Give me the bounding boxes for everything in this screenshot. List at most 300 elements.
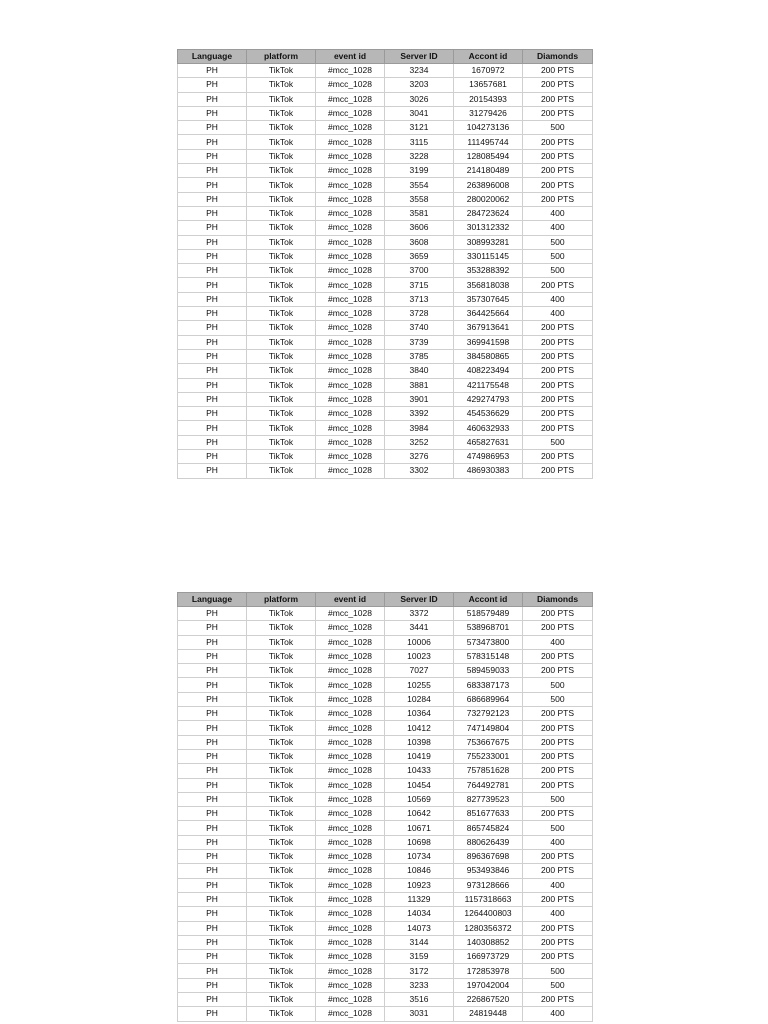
cell-language: PH xyxy=(178,278,247,292)
cell-server-id: 3233 xyxy=(385,978,454,992)
header-event-id: event id xyxy=(316,50,385,64)
cell-event-id: #mcc_1028 xyxy=(316,192,385,206)
table-row xyxy=(178,407,593,421)
cell-language: PH xyxy=(178,950,247,964)
cell-server-id: 10642 xyxy=(385,807,454,821)
cell-account-id: 578315148 xyxy=(454,649,523,663)
cell-platform: TikTok xyxy=(247,921,316,935)
cell-server-id: 3554 xyxy=(385,178,454,192)
table-row xyxy=(178,307,593,321)
table-row xyxy=(178,621,593,635)
table-row xyxy=(178,92,593,106)
cell-account-id: 214180489 xyxy=(454,164,523,178)
cell-event-id: #mcc_1028 xyxy=(316,950,385,964)
table-row xyxy=(178,692,593,706)
cell-diamonds: 200 PTS xyxy=(523,450,593,464)
cell-account-id: 747149804 xyxy=(454,721,523,735)
cell-language: PH xyxy=(178,907,247,921)
cell-platform: TikTok xyxy=(247,378,316,392)
cell-server-id: 10923 xyxy=(385,878,454,892)
cell-event-id: #mcc_1028 xyxy=(316,221,385,235)
data-table-2 xyxy=(177,592,593,1022)
cell-diamonds: 400 xyxy=(523,206,593,220)
cell-platform: TikTok xyxy=(247,649,316,663)
cell-diamonds: 500 xyxy=(523,264,593,278)
cell-event-id: #mcc_1028 xyxy=(316,206,385,220)
cell-event-id: #mcc_1028 xyxy=(316,993,385,1007)
cell-language: PH xyxy=(178,749,247,763)
cell-diamonds: 500 xyxy=(523,978,593,992)
cell-language: PH xyxy=(178,721,247,735)
cell-diamonds: 200 PTS xyxy=(523,464,593,478)
table-row xyxy=(178,278,593,292)
cell-diamonds: 400 xyxy=(523,635,593,649)
cell-account-id: 1670972 xyxy=(454,64,523,78)
cell-platform: TikTok xyxy=(247,64,316,78)
cell-account-id: 421175548 xyxy=(454,378,523,392)
cell-diamonds: 200 PTS xyxy=(523,349,593,363)
cell-diamonds: 200 PTS xyxy=(523,807,593,821)
table-row xyxy=(178,1007,593,1021)
cell-event-id: #mcc_1028 xyxy=(316,964,385,978)
cell-language: PH xyxy=(178,121,247,135)
cell-diamonds: 200 PTS xyxy=(523,378,593,392)
table-row xyxy=(178,792,593,806)
cell-diamonds: 400 xyxy=(523,907,593,921)
table-row xyxy=(178,635,593,649)
cell-account-id: 465827631 xyxy=(454,435,523,449)
cell-platform: TikTok xyxy=(247,164,316,178)
cell-language: PH xyxy=(178,206,247,220)
cell-diamonds: 200 PTS xyxy=(523,192,593,206)
cell-platform: TikTok xyxy=(247,978,316,992)
cell-diamonds: 200 PTS xyxy=(523,106,593,120)
cell-language: PH xyxy=(178,850,247,864)
cell-language: PH xyxy=(178,764,247,778)
cell-diamonds: 200 PTS xyxy=(523,621,593,635)
cell-account-id: 369941598 xyxy=(454,335,523,349)
cell-event-id: #mcc_1028 xyxy=(316,249,385,263)
cell-account-id: 356818038 xyxy=(454,278,523,292)
cell-account-id: 353288392 xyxy=(454,264,523,278)
cell-server-id: 10433 xyxy=(385,764,454,778)
header-language: Language xyxy=(178,593,247,607)
cell-platform: TikTok xyxy=(247,464,316,478)
cell-event-id: #mcc_1028 xyxy=(316,892,385,906)
cell-platform: TikTok xyxy=(247,149,316,163)
cell-server-id: 14034 xyxy=(385,907,454,921)
table-body xyxy=(178,607,593,1022)
cell-event-id: #mcc_1028 xyxy=(316,678,385,692)
table-header xyxy=(178,593,593,607)
cell-platform: TikTok xyxy=(247,292,316,306)
cell-language: PH xyxy=(178,807,247,821)
cell-diamonds: 200 PTS xyxy=(523,321,593,335)
cell-server-id: 10698 xyxy=(385,835,454,849)
cell-account-id: 104273136 xyxy=(454,121,523,135)
table-row xyxy=(178,935,593,949)
table-row xyxy=(178,921,593,935)
cell-diamonds: 200 PTS xyxy=(523,407,593,421)
cell-event-id: #mcc_1028 xyxy=(316,978,385,992)
cell-event-id: #mcc_1028 xyxy=(316,664,385,678)
cell-event-id: #mcc_1028 xyxy=(316,935,385,949)
cell-language: PH xyxy=(178,249,247,263)
cell-platform: TikTok xyxy=(247,435,316,449)
cell-platform: TikTok xyxy=(247,950,316,964)
cell-platform: TikTok xyxy=(247,235,316,249)
cell-account-id: 197042004 xyxy=(454,978,523,992)
cell-server-id: 3984 xyxy=(385,421,454,435)
cell-platform: TikTok xyxy=(247,835,316,849)
cell-event-id: #mcc_1028 xyxy=(316,335,385,349)
cell-account-id: 851677633 xyxy=(454,807,523,821)
data-table-1 xyxy=(177,49,593,479)
table-row xyxy=(178,135,593,149)
cell-event-id: #mcc_1028 xyxy=(316,735,385,749)
table-row xyxy=(178,678,593,692)
cell-diamonds: 500 xyxy=(523,121,593,135)
cell-event-id: #mcc_1028 xyxy=(316,921,385,935)
cell-event-id: #mcc_1028 xyxy=(316,721,385,735)
cell-language: PH xyxy=(178,221,247,235)
cell-account-id: 1264400803 xyxy=(454,907,523,921)
cell-diamonds: 500 xyxy=(523,792,593,806)
cell-language: PH xyxy=(178,135,247,149)
cell-account-id: 753667675 xyxy=(454,735,523,749)
cell-account-id: 460632933 xyxy=(454,421,523,435)
table-row xyxy=(178,907,593,921)
cell-language: PH xyxy=(178,149,247,163)
cell-event-id: #mcc_1028 xyxy=(316,850,385,864)
cell-account-id: 1157318663 xyxy=(454,892,523,906)
cell-platform: TikTok xyxy=(247,206,316,220)
cell-server-id: 3199 xyxy=(385,164,454,178)
cell-server-id: 3041 xyxy=(385,106,454,120)
cell-account-id: 827739523 xyxy=(454,792,523,806)
cell-diamonds: 200 PTS xyxy=(523,950,593,964)
cell-server-id: 10454 xyxy=(385,778,454,792)
cell-diamonds: 500 xyxy=(523,821,593,835)
cell-diamonds: 400 xyxy=(523,292,593,306)
cell-account-id: 384580865 xyxy=(454,349,523,363)
cell-platform: TikTok xyxy=(247,964,316,978)
cell-server-id: 11329 xyxy=(385,892,454,906)
cell-account-id: 953493846 xyxy=(454,864,523,878)
cell-platform: TikTok xyxy=(247,392,316,406)
table-row xyxy=(178,421,593,435)
cell-server-id: 3115 xyxy=(385,135,454,149)
cell-event-id: #mcc_1028 xyxy=(316,92,385,106)
cell-account-id: 140308852 xyxy=(454,935,523,949)
cell-diamonds: 200 PTS xyxy=(523,707,593,721)
cell-language: PH xyxy=(178,935,247,949)
cell-platform: TikTok xyxy=(247,764,316,778)
cell-event-id: #mcc_1028 xyxy=(316,1007,385,1021)
table-header xyxy=(178,50,593,64)
cell-language: PH xyxy=(178,892,247,906)
cell-event-id: #mcc_1028 xyxy=(316,792,385,806)
cell-server-id: 3026 xyxy=(385,92,454,106)
cell-account-id: 757851628 xyxy=(454,764,523,778)
table-row xyxy=(178,464,593,478)
cell-language: PH xyxy=(178,635,247,649)
header-diamonds: Diamonds xyxy=(523,593,593,607)
table-row xyxy=(178,149,593,163)
table-row xyxy=(178,349,593,363)
cell-server-id: 10671 xyxy=(385,821,454,835)
cell-diamonds: 500 xyxy=(523,964,593,978)
cell-server-id: 3031 xyxy=(385,1007,454,1021)
cell-account-id: 24819448 xyxy=(454,1007,523,1021)
cell-account-id: 518579489 xyxy=(454,607,523,621)
cell-platform: TikTok xyxy=(247,192,316,206)
cell-diamonds: 200 PTS xyxy=(523,749,593,763)
cell-server-id: 3840 xyxy=(385,364,454,378)
cell-event-id: #mcc_1028 xyxy=(316,464,385,478)
cell-account-id: 764492781 xyxy=(454,778,523,792)
cell-event-id: #mcc_1028 xyxy=(316,135,385,149)
table-row xyxy=(178,778,593,792)
header-language: Language xyxy=(178,50,247,64)
cell-account-id: 284723624 xyxy=(454,206,523,220)
table-body xyxy=(178,64,593,479)
cell-server-id: 3728 xyxy=(385,307,454,321)
cell-server-id: 3276 xyxy=(385,450,454,464)
cell-diamonds: 200 PTS xyxy=(523,335,593,349)
cell-server-id: 14073 xyxy=(385,921,454,935)
cell-diamonds: 200 PTS xyxy=(523,735,593,749)
cell-server-id: 3558 xyxy=(385,192,454,206)
cell-event-id: #mcc_1028 xyxy=(316,421,385,435)
cell-platform: TikTok xyxy=(247,121,316,135)
cell-server-id: 3228 xyxy=(385,149,454,163)
cell-event-id: #mcc_1028 xyxy=(316,407,385,421)
table-row xyxy=(178,749,593,763)
cell-diamonds: 200 PTS xyxy=(523,850,593,864)
cell-diamonds: 500 xyxy=(523,249,593,263)
cell-platform: TikTok xyxy=(247,178,316,192)
cell-platform: TikTok xyxy=(247,692,316,706)
cell-account-id: 111495744 xyxy=(454,135,523,149)
cell-diamonds: 200 PTS xyxy=(523,278,593,292)
header-server-id: Server ID xyxy=(385,593,454,607)
cell-server-id: 10734 xyxy=(385,850,454,864)
table-row xyxy=(178,121,593,135)
cell-account-id: 755233001 xyxy=(454,749,523,763)
cell-platform: TikTok xyxy=(247,421,316,435)
cell-diamonds: 200 PTS xyxy=(523,764,593,778)
cell-language: PH xyxy=(178,621,247,635)
cell-platform: TikTok xyxy=(247,349,316,363)
cell-server-id: 10398 xyxy=(385,735,454,749)
cell-diamonds: 200 PTS xyxy=(523,864,593,878)
cell-language: PH xyxy=(178,421,247,435)
cell-diamonds: 200 PTS xyxy=(523,921,593,935)
table-row xyxy=(178,64,593,78)
cell-diamonds: 200 PTS xyxy=(523,178,593,192)
table-row xyxy=(178,221,593,235)
cell-event-id: #mcc_1028 xyxy=(316,164,385,178)
cell-account-id: 13657681 xyxy=(454,78,523,92)
cell-diamonds: 200 PTS xyxy=(523,607,593,621)
cell-diamonds: 200 PTS xyxy=(523,721,593,735)
cell-diamonds: 400 xyxy=(523,835,593,849)
cell-platform: TikTok xyxy=(247,792,316,806)
cell-account-id: 896367698 xyxy=(454,850,523,864)
table-row xyxy=(178,993,593,1007)
cell-server-id: 10255 xyxy=(385,678,454,692)
cell-event-id: #mcc_1028 xyxy=(316,450,385,464)
cell-event-id: #mcc_1028 xyxy=(316,78,385,92)
table-row xyxy=(178,835,593,849)
table-row xyxy=(178,435,593,449)
table-row xyxy=(178,292,593,306)
cell-platform: TikTok xyxy=(247,907,316,921)
cell-language: PH xyxy=(178,292,247,306)
table-row xyxy=(178,850,593,864)
cell-server-id: 10846 xyxy=(385,864,454,878)
table-row xyxy=(178,364,593,378)
cell-diamonds: 200 PTS xyxy=(523,78,593,92)
cell-account-id: 732792123 xyxy=(454,707,523,721)
cell-server-id: 7027 xyxy=(385,664,454,678)
cell-event-id: #mcc_1028 xyxy=(316,307,385,321)
cell-language: PH xyxy=(178,878,247,892)
cell-event-id: #mcc_1028 xyxy=(316,292,385,306)
cell-event-id: #mcc_1028 xyxy=(316,121,385,135)
table-row xyxy=(178,649,593,663)
table-row xyxy=(178,392,593,406)
cell-server-id: 3740 xyxy=(385,321,454,335)
cell-language: PH xyxy=(178,649,247,663)
cell-diamonds: 500 xyxy=(523,235,593,249)
cell-event-id: #mcc_1028 xyxy=(316,392,385,406)
cell-event-id: #mcc_1028 xyxy=(316,907,385,921)
table-row xyxy=(178,707,593,721)
table-row xyxy=(178,78,593,92)
cell-platform: TikTok xyxy=(247,935,316,949)
cell-platform: TikTok xyxy=(247,221,316,235)
cell-platform: TikTok xyxy=(247,707,316,721)
table-row xyxy=(178,607,593,621)
cell-platform: TikTok xyxy=(247,106,316,120)
cell-server-id: 3659 xyxy=(385,249,454,263)
table-row xyxy=(178,106,593,120)
cell-server-id: 3203 xyxy=(385,78,454,92)
cell-language: PH xyxy=(178,964,247,978)
cell-diamonds: 200 PTS xyxy=(523,421,593,435)
cell-language: PH xyxy=(178,192,247,206)
table-row xyxy=(178,264,593,278)
cell-account-id: 486930383 xyxy=(454,464,523,478)
cell-language: PH xyxy=(178,392,247,406)
cell-language: PH xyxy=(178,792,247,806)
table-row xyxy=(178,892,593,906)
cell-platform: TikTok xyxy=(247,993,316,1007)
cell-event-id: #mcc_1028 xyxy=(316,878,385,892)
cell-language: PH xyxy=(178,1007,247,1021)
cell-event-id: #mcc_1028 xyxy=(316,106,385,120)
cell-language: PH xyxy=(178,78,247,92)
cell-platform: TikTok xyxy=(247,878,316,892)
cell-diamonds: 500 xyxy=(523,435,593,449)
cell-diamonds: 400 xyxy=(523,221,593,235)
cell-platform: TikTok xyxy=(247,278,316,292)
cell-diamonds: 200 PTS xyxy=(523,364,593,378)
cell-server-id: 3172 xyxy=(385,964,454,978)
cell-platform: TikTok xyxy=(247,249,316,263)
cell-server-id: 10006 xyxy=(385,635,454,649)
cell-language: PH xyxy=(178,378,247,392)
cell-diamonds: 200 PTS xyxy=(523,149,593,163)
cell-language: PH xyxy=(178,64,247,78)
cell-language: PH xyxy=(178,993,247,1007)
cell-account-id: 263896008 xyxy=(454,178,523,192)
cell-account-id: 308993281 xyxy=(454,235,523,249)
cell-account-id: 226867520 xyxy=(454,993,523,1007)
cell-server-id: 3372 xyxy=(385,607,454,621)
cell-platform: TikTok xyxy=(247,607,316,621)
cell-account-id: 474986953 xyxy=(454,450,523,464)
cell-platform: TikTok xyxy=(247,135,316,149)
cell-server-id: 10284 xyxy=(385,692,454,706)
cell-server-id: 10569 xyxy=(385,792,454,806)
cell-event-id: #mcc_1028 xyxy=(316,649,385,663)
cell-event-id: #mcc_1028 xyxy=(316,321,385,335)
cell-server-id: 3739 xyxy=(385,335,454,349)
cell-event-id: #mcc_1028 xyxy=(316,349,385,363)
cell-diamonds: 400 xyxy=(523,878,593,892)
cell-account-id: 357307645 xyxy=(454,292,523,306)
cell-platform: TikTok xyxy=(247,821,316,835)
cell-language: PH xyxy=(178,464,247,478)
cell-language: PH xyxy=(178,321,247,335)
cell-platform: TikTok xyxy=(247,92,316,106)
cell-language: PH xyxy=(178,364,247,378)
cell-server-id: 10364 xyxy=(385,707,454,721)
cell-language: PH xyxy=(178,921,247,935)
cell-account-id: 454536629 xyxy=(454,407,523,421)
cell-platform: TikTok xyxy=(247,807,316,821)
cell-platform: TikTok xyxy=(247,335,316,349)
table-row xyxy=(178,721,593,735)
header-event-id: event id xyxy=(316,593,385,607)
table-row xyxy=(178,878,593,892)
cell-language: PH xyxy=(178,821,247,835)
cell-event-id: #mcc_1028 xyxy=(316,607,385,621)
cell-event-id: #mcc_1028 xyxy=(316,821,385,835)
cell-account-id: 683387173 xyxy=(454,678,523,692)
cell-language: PH xyxy=(178,407,247,421)
cell-event-id: #mcc_1028 xyxy=(316,835,385,849)
table-row xyxy=(178,178,593,192)
cell-platform: TikTok xyxy=(247,321,316,335)
table-row xyxy=(178,192,593,206)
cell-event-id: #mcc_1028 xyxy=(316,707,385,721)
cell-server-id: 10419 xyxy=(385,749,454,763)
cell-server-id: 3302 xyxy=(385,464,454,478)
cell-account-id: 128085494 xyxy=(454,149,523,163)
cell-server-id: 10412 xyxy=(385,721,454,735)
header-diamonds: Diamonds xyxy=(523,50,593,64)
cell-account-id: 880626439 xyxy=(454,835,523,849)
cell-diamonds: 200 PTS xyxy=(523,993,593,1007)
cell-account-id: 330115145 xyxy=(454,249,523,263)
cell-diamonds: 500 xyxy=(523,692,593,706)
cell-platform: TikTok xyxy=(247,892,316,906)
table-row xyxy=(178,164,593,178)
